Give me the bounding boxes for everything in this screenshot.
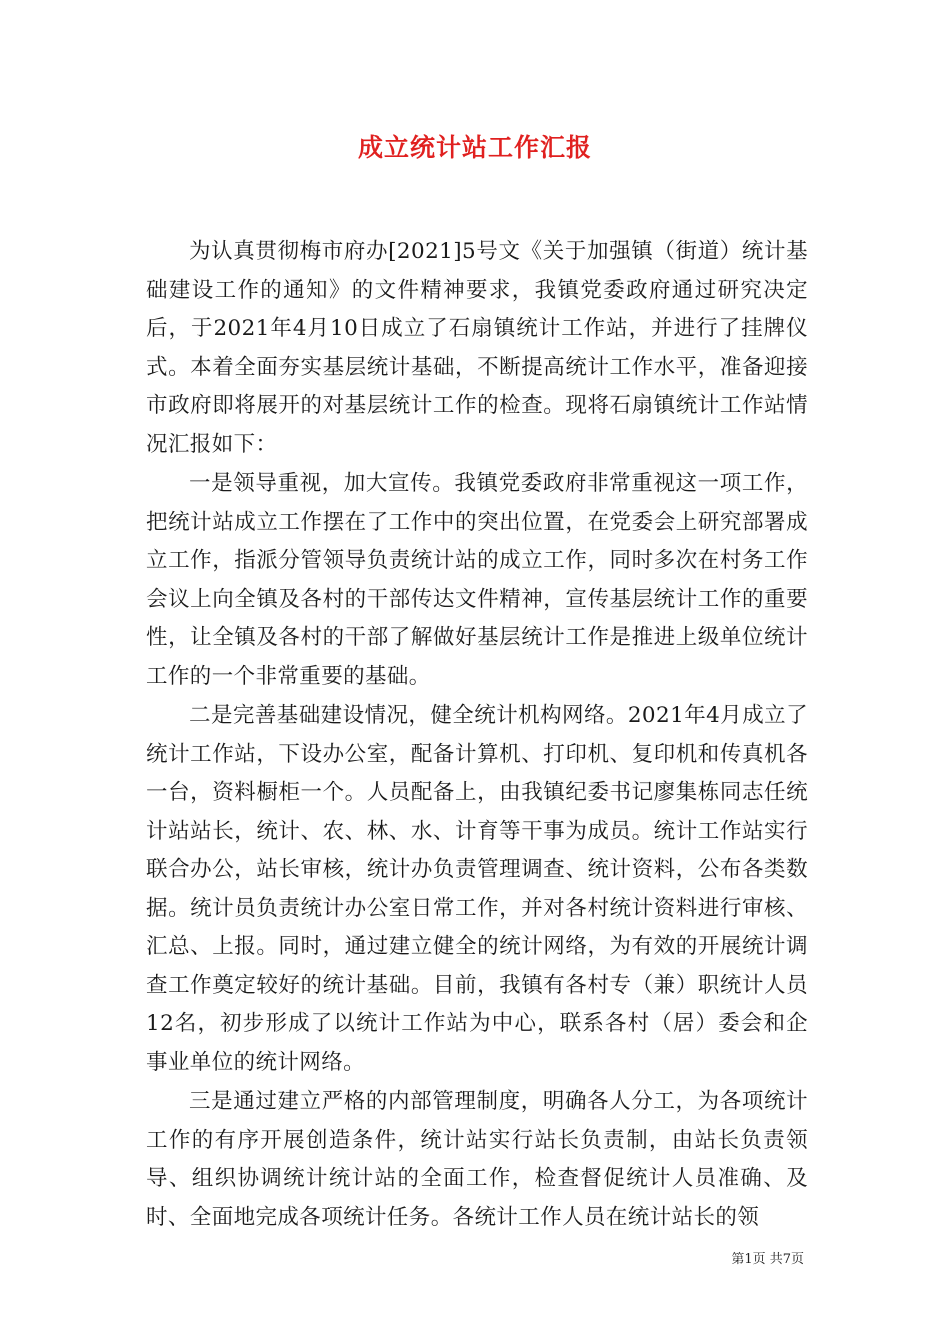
page-number: 第1页 共7页: [731, 1252, 804, 1267]
document-body: [146, 233, 808, 1237]
document-title: 成立统计站工作汇报: [357, 133, 592, 162]
paragraph-management: 三是通过建立严格的内部管理制度，明确各人分工，为各项统计工作的有序开展创造条件，统计站实行站长负责制，由站长负责领导、组织协调统计统计站的全面工作，检查督促统计人员准确、及时、全面地完成各项统计任务。各统计工作人员在统计站长的领: [146, 1089, 808, 1230]
paragraph-leadership: 一是领导重视，加大宣传。我镇党委政府非常重视这一项工作，把统计站成立工作摆在了工作中的突出位置，在党委会上研究部署成立工作，指派分管领导负责统计站的成立工作，同时多次在村务工作会议上向全镇及各村的干部传达文件精神，宣传基层统计工作的重要性，让全镇及各村的干部了解做好基层统计工作是推进上级单位统计工作的一个非常重要的基础。: [146, 471, 808, 689]
paragraph-intro: 为认真贯彻梅市府办[2021]5号文《关于加强镇（街道）统计基础建设工作的通知》的文件精神要求，我镇党委政府通过研究决定后，于2021年4月10日成立了石扇镇统计工作站，并进行了挂牌仪式。本着全面夯实基层统计基础，不断提高统计工作水平，准备迎接市政府即将展开的对基层统计工作的检查。现将石扇镇统计工作站情况汇报如下：: [146, 239, 808, 457]
paragraph-infrastructure: 二是完善基础建设情况，健全统计机构网络。2021年4月成立了统计工作站，下设办公室，配备计算机、打印机、复印机和传真机各一台，资料橱柜一个。人员配备上，由我镇纪委书记廖集栋同志任统计站站长，统计、农、林、水、计育等干事为成员。统计工作站实行联合办公，站长审核，统计办负责管理调查、统计资料，公布各类数据。统计员负责统计办公室日常工作，并对各村统计资料进行审核、汇总、上报。同时，通过建立健全的统计网络，为有效的开展统计调查工作奠定较好的统计基础。目前，我镇有各村专（兼）职统计人员12名，初步形成了以统计工作站为中心，联系各村（居）委会和企事业单位的统计网络。: [146, 703, 808, 1075]
